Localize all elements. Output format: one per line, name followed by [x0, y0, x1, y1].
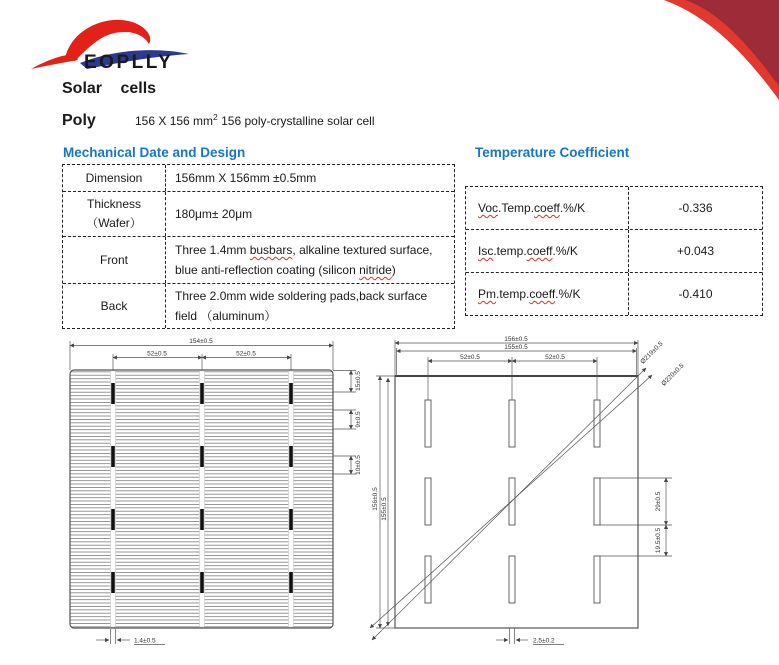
dim-label-seg-top: 15±0.5 — [355, 371, 362, 391]
back-view-drawing — [350, 334, 779, 664]
dim-label-height-outer: 156±0.5 — [372, 487, 379, 511]
row-label — [63, 192, 165, 236]
back-value-line1: Three 2.0mm wide soldering pads,back surface — [175, 289, 428, 303]
thickness-value: 180μm± 20μm — [175, 207, 253, 221]
dim-busbar-width — [96, 629, 165, 645]
product-name: Poly — [62, 112, 96, 129]
label-text: .%/K — [559, 201, 586, 215]
dim-label-back-pitch-right: 52±0.5 — [545, 354, 565, 361]
spec-superscript: 2 — [213, 112, 218, 122]
table-row-dimension — [63, 165, 454, 191]
label-text: .%/K — [555, 287, 581, 301]
row-label — [466, 230, 628, 272]
label-text: .temp. — [496, 287, 530, 301]
coeff-word: coeff — [534, 201, 560, 215]
dim-label-diag-inner: Ø219±0.5 — [639, 340, 665, 366]
dim-label-busbar-width: 1.4±0.5 — [134, 637, 156, 645]
table-row-thickness — [63, 191, 454, 236]
coeff-word: coeff — [529, 287, 556, 301]
row-label — [466, 187, 628, 229]
temperature-heading: Temperature Coefficient — [475, 145, 630, 160]
front-value-line2 — [175, 260, 445, 280]
mechanical-table — [62, 164, 455, 329]
spec-suffix: 156 poly-crystalline solar cell — [217, 114, 375, 128]
logo-wordmark: EOPLLY — [84, 52, 174, 73]
table-row-voc — [466, 187, 762, 229]
corner-decoration — [609, 0, 779, 105]
coefficient-value: -0.410 — [628, 273, 762, 315]
dim-label-width-inner: 155±0.5 — [504, 344, 528, 351]
table-row-back — [63, 283, 454, 328]
front-text: , alkaline textured surface, — [292, 243, 433, 257]
label-text: .Temp. — [498, 201, 535, 215]
row-value — [165, 237, 454, 283]
row-label: Back — [100, 298, 128, 313]
front-view-drawing — [38, 334, 388, 664]
dim-label-pad-gap: 19.5±0.5 — [655, 527, 662, 554]
dim-back-heights — [372, 376, 395, 628]
coefficient-value: +0.043 — [628, 230, 762, 272]
coeff-word: coeff — [526, 244, 553, 258]
dim-label-pitch-right: 52±0.5 — [236, 350, 256, 358]
label-text: .temp. — [493, 244, 527, 258]
dim-busbar-pitch — [113, 351, 291, 371]
cell-front-face — [70, 370, 333, 628]
label-text: .%/K — [552, 244, 578, 258]
dim-label-height-inner: 155±0.5 — [381, 497, 388, 521]
eoplly-logo — [25, 4, 205, 74]
row-label: Dimension — [85, 170, 143, 185]
spec-prefix: 156 X 156 mm — [135, 114, 214, 128]
page-title: Solar cells — [62, 80, 157, 97]
row-value — [165, 165, 454, 191]
isc-word: Isc — [478, 244, 494, 258]
dim-pad-width — [496, 628, 564, 645]
dim-label-pad-length: 29±0.5 — [655, 491, 662, 512]
dim-label-diag-outer: Ø220±0.5 — [660, 362, 686, 388]
dim-label-seg-mid: 9±0.5 — [355, 411, 362, 428]
product-row — [62, 112, 375, 130]
dim-label-width: 154±0.5 — [189, 338, 213, 345]
coefficient-value: -0.336 — [628, 187, 762, 229]
front-misspelled-word: nitride — [359, 263, 392, 277]
row-value — [165, 192, 454, 236]
table-row-isc — [466, 229, 762, 272]
temperature-table — [465, 186, 763, 316]
dim-label-pad-width: 2.5±0.2 — [533, 637, 555, 645]
row-label: Front — [99, 252, 128, 267]
table-row-pm — [466, 272, 762, 315]
dim-label-pitch-left: 52±0.5 — [147, 350, 167, 358]
mechanical-heading: Mechanical Date and Design — [63, 145, 246, 160]
row-value — [165, 284, 454, 328]
row-label — [466, 273, 628, 315]
product-spec — [135, 112, 375, 128]
voc-word: Voc — [478, 201, 499, 215]
front-misspelled-word: busbars — [249, 243, 293, 257]
front-value-line1 — [175, 240, 445, 260]
dim-label-seg-low: 10±0.5 — [355, 455, 362, 475]
thickness-label-line1: Thickness — [86, 197, 142, 211]
dimension-value: 156mm X 156mm ±0.5mm — [175, 171, 317, 185]
table-row-front — [63, 236, 454, 283]
dim-label-back-pitch-left: 52±0.5 — [460, 354, 480, 361]
dim-label-width-outer: 156±0.5 — [504, 336, 528, 343]
cell-back-face — [370, 368, 652, 640]
logo-red-tail — [31, 54, 78, 69]
pm-word: Pm — [478, 287, 496, 301]
front-text: ) — [391, 263, 396, 277]
back-value-line2: field （aluminum） — [175, 309, 277, 323]
dim-overall-width — [70, 338, 333, 370]
thickness-label-line2: （Wafer） — [86, 216, 142, 230]
front-text: blue anti-reflection coating (silicon — [175, 263, 360, 277]
front-text: Three 1.4mm — [175, 243, 250, 257]
